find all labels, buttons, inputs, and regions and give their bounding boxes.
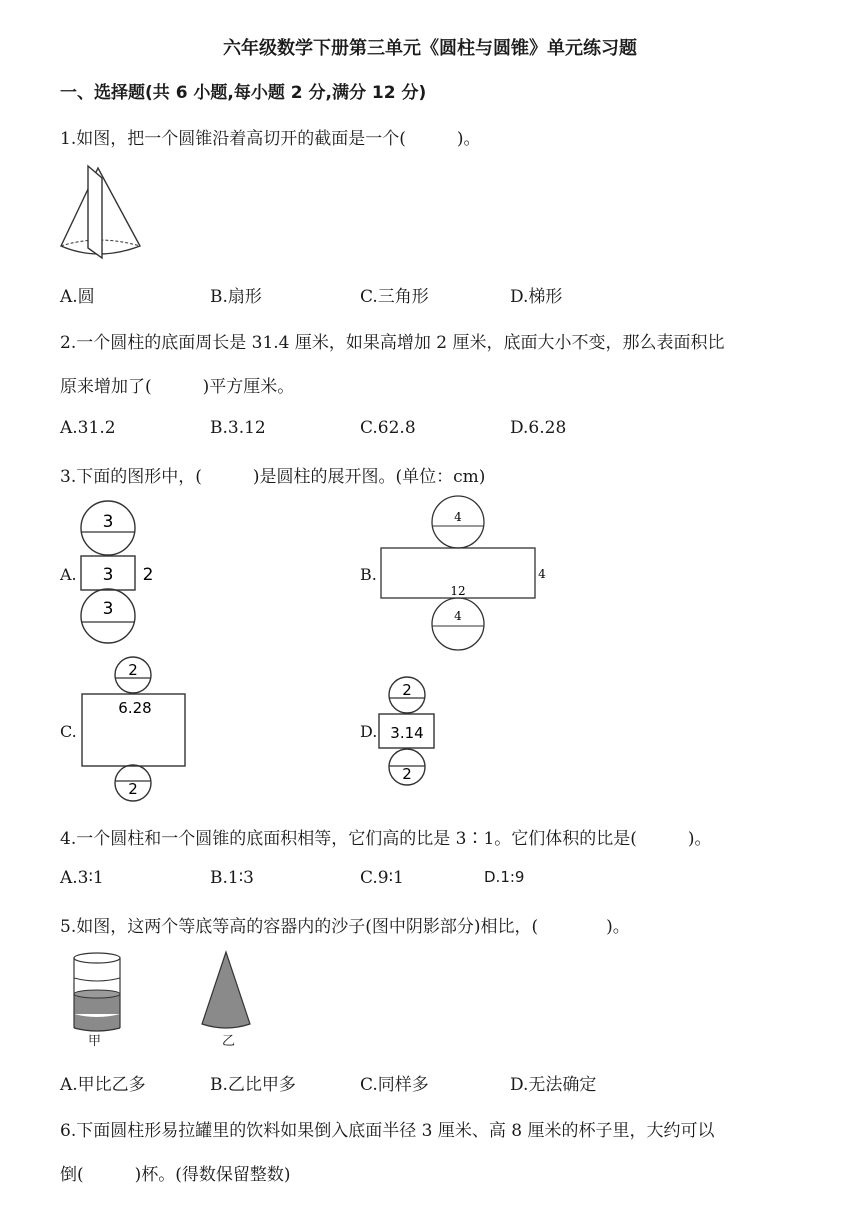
q1-option-a: A.圆 bbox=[60, 287, 95, 307]
question-2-line1: 2.一个圆柱的底面周长是 31.4 厘米，如果高增加 2 厘米，底面大小不变，那么表面积比 bbox=[60, 333, 725, 353]
q4-option-d: D.1:9 bbox=[484, 868, 525, 886]
question-6-line2: 倒( )杯。(得数保留整数) bbox=[60, 1165, 291, 1185]
cone-cut-figure bbox=[58, 164, 148, 264]
q1-option-b: B.扇形 bbox=[210, 287, 262, 307]
fig-a-rect-label: 3 bbox=[102, 565, 114, 585]
fig-b-top-label: 4 bbox=[454, 510, 462, 524]
fig-d-bottom-label: 2 bbox=[402, 765, 412, 783]
q3-label-a: A. bbox=[60, 565, 77, 584]
cone-container-figure bbox=[200, 950, 254, 1032]
q2-option-c: C.62.8 bbox=[360, 418, 416, 438]
fig-c-bottom-label: 2 bbox=[128, 780, 138, 798]
q3-label-c: C. bbox=[60, 722, 77, 741]
question-4-text: 4.一个圆柱和一个圆锥的底面积相等，它们高的比是 3∶1。它们体积的比是( )。 bbox=[60, 829, 712, 849]
cylinder-container-figure bbox=[72, 950, 126, 1032]
q4-option-b: B.1∶3 bbox=[210, 868, 254, 888]
fig-b-bottom-label: 4 bbox=[454, 609, 462, 623]
container-label-jia: 甲 bbox=[88, 1034, 102, 1049]
fig-d-rect-label: 3.14 bbox=[390, 724, 424, 742]
fig-a-side-label: 2 bbox=[142, 565, 154, 585]
q4-option-a: A.3∶1 bbox=[60, 868, 104, 888]
container-label-yi: 乙 bbox=[222, 1034, 236, 1049]
section-heading: 一、选择题(共 6 小题,每小题 2 分,满分 12 分) bbox=[60, 83, 427, 103]
fig-c-top-label: 2 bbox=[128, 661, 138, 679]
net-figure-c bbox=[80, 656, 190, 804]
fig-c-rect-label: 6.28 bbox=[118, 699, 152, 717]
net-figure-d bbox=[378, 676, 448, 800]
q3-label-b: B. bbox=[360, 565, 377, 584]
question-1-text: 1.如图，把一个圆锥沿着高切开的截面是一个( )。 bbox=[60, 129, 481, 149]
q1-option-c: C.三角形 bbox=[360, 287, 429, 307]
question-2-line2: 原来增加了( )平方厘米。 bbox=[60, 377, 295, 397]
question-5-text: 5.如图，这两个等底等高的容器内的沙子(图中阴影部分)相比，( )。 bbox=[60, 917, 630, 937]
page-title: 六年级数学下册第三单元《圆柱与圆锥》单元练习题 bbox=[223, 38, 637, 59]
fig-d-top-label: 2 bbox=[402, 681, 412, 699]
q2-option-d: D.6.28 bbox=[510, 418, 567, 438]
question-6-line1: 6.下面圆柱形易拉罐里的饮料如果倒入底面半径 3 厘米、高 8 厘米的杯子里，大约可以 bbox=[60, 1121, 715, 1141]
q3-label-d: D. bbox=[360, 722, 378, 741]
fig-a-top-label: 3 bbox=[102, 512, 114, 532]
fig-b-length-label: 12 bbox=[450, 584, 466, 598]
q4-option-c: C.9∶1 bbox=[360, 868, 404, 888]
net-figure-a bbox=[78, 500, 168, 648]
fig-b-side-label: 4 bbox=[538, 567, 546, 581]
q5-option-a: A.甲比乙多 bbox=[60, 1075, 146, 1095]
fig-a-bottom-label: 3 bbox=[102, 599, 114, 619]
net-figure-b bbox=[378, 496, 558, 652]
q1-option-d: D.梯形 bbox=[510, 287, 563, 307]
q2-option-a: A.31.2 bbox=[60, 418, 116, 438]
question-3-text: 3.下面的图形中，( )是圆柱的展开图。(单位：cm) bbox=[60, 467, 486, 487]
q5-option-c: C.同样多 bbox=[360, 1075, 429, 1095]
q5-option-d: D.无法确定 bbox=[510, 1075, 597, 1095]
q2-option-b: B.3.12 bbox=[210, 418, 266, 438]
q5-option-b: B.乙比甲多 bbox=[210, 1075, 296, 1095]
